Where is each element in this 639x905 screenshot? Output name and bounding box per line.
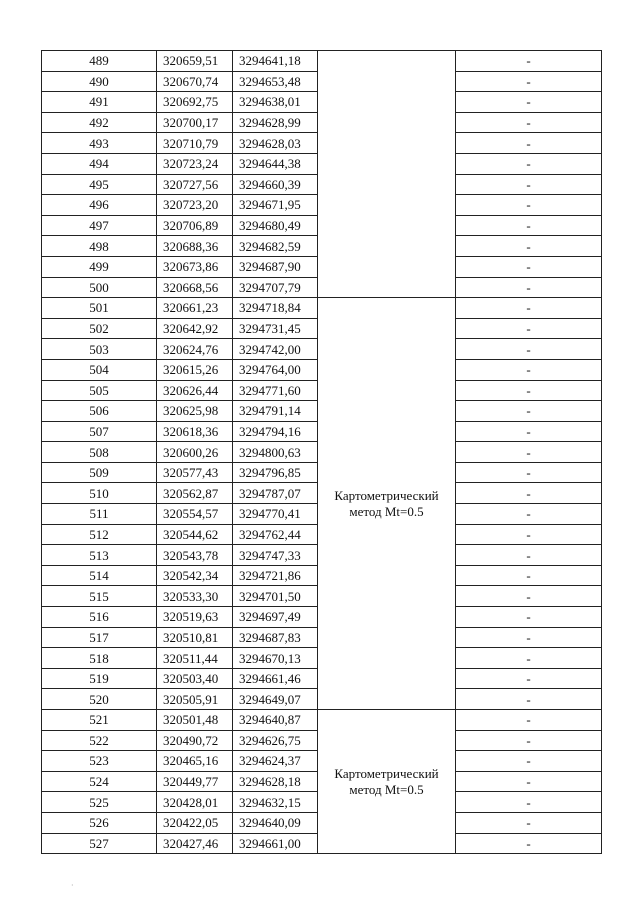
precision-cell: -: [456, 339, 602, 360]
y-coordinate-cell: 3294701,50: [233, 586, 318, 607]
point-number-cell: 523: [42, 751, 157, 772]
point-number-cell: 509: [42, 462, 157, 483]
precision-cell: -: [456, 195, 602, 216]
precision-cell: -: [456, 751, 602, 772]
point-number-cell: 518: [42, 648, 157, 669]
x-coordinate-cell: 320501,48: [157, 710, 233, 731]
precision-cell: -: [456, 607, 602, 628]
y-coordinate-cell: 3294718,84: [233, 298, 318, 319]
x-coordinate-cell: 320723,20: [157, 195, 233, 216]
x-coordinate-cell: 320505,91: [157, 689, 233, 710]
point-number-cell: 498: [42, 236, 157, 257]
x-coordinate-cell: 320544,62: [157, 524, 233, 545]
x-coordinate-cell: 320615,26: [157, 359, 233, 380]
x-coordinate-cell: 320519,63: [157, 607, 233, 628]
y-coordinate-cell: 3294791,14: [233, 401, 318, 422]
y-coordinate-cell: 3294687,83: [233, 627, 318, 648]
x-coordinate-cell: 320626,44: [157, 380, 233, 401]
point-number-cell: 522: [42, 730, 157, 751]
y-coordinate-cell: 3294632,15: [233, 792, 318, 813]
y-coordinate-cell: 3294661,00: [233, 833, 318, 854]
x-coordinate-cell: 320490,72: [157, 730, 233, 751]
precision-cell: -: [456, 380, 602, 401]
y-coordinate-cell: 3294762,44: [233, 524, 318, 545]
x-coordinate-cell: 320427,46: [157, 833, 233, 854]
precision-cell: -: [456, 812, 602, 833]
y-coordinate-cell: 3294653,48: [233, 71, 318, 92]
point-number-cell: 500: [42, 277, 157, 298]
x-coordinate-cell: 320723,24: [157, 153, 233, 174]
precision-cell: -: [456, 174, 602, 195]
point-number-cell: 525: [42, 792, 157, 813]
point-number-cell: 502: [42, 318, 157, 339]
y-coordinate-cell: 3294649,07: [233, 689, 318, 710]
y-coordinate-cell: 3294628,99: [233, 112, 318, 133]
precision-cell: -: [456, 483, 602, 504]
y-coordinate-cell: 3294670,13: [233, 648, 318, 669]
point-number-cell: 512: [42, 524, 157, 545]
x-coordinate-cell: 320642,92: [157, 318, 233, 339]
y-coordinate-cell: 3294628,18: [233, 771, 318, 792]
table-row: [42, 298, 602, 319]
precision-cell: -: [456, 215, 602, 236]
precision-cell: -: [456, 504, 602, 525]
x-coordinate-cell: 320700,17: [157, 112, 233, 133]
x-coordinate-cell: 320422,05: [157, 812, 233, 833]
precision-cell: -: [456, 648, 602, 669]
y-coordinate-cell: 3294687,90: [233, 256, 318, 277]
precision-cell: -: [456, 133, 602, 154]
y-coordinate-cell: 3294638,01: [233, 92, 318, 113]
y-coordinate-cell: 3294671,95: [233, 195, 318, 216]
point-number-cell: 496: [42, 195, 157, 216]
y-coordinate-cell: 3294742,00: [233, 339, 318, 360]
point-number-cell: 511: [42, 504, 157, 525]
method-cell: Картометрический метод Mt=0.5: [318, 298, 456, 710]
y-coordinate-cell: 3294641,18: [233, 51, 318, 72]
point-number-cell: 517: [42, 627, 157, 648]
x-coordinate-cell: 320577,43: [157, 462, 233, 483]
x-coordinate-cell: 320727,56: [157, 174, 233, 195]
y-coordinate-cell: 3294626,75: [233, 730, 318, 751]
y-coordinate-cell: 3294771,60: [233, 380, 318, 401]
table-row: [42, 51, 602, 72]
point-number-cell: 513: [42, 545, 157, 566]
precision-cell: -: [456, 462, 602, 483]
x-coordinate-cell: 320510,81: [157, 627, 233, 648]
x-coordinate-cell: 320618,36: [157, 421, 233, 442]
y-coordinate-cell: 3294661,46: [233, 668, 318, 689]
x-coordinate-cell: 320688,36: [157, 236, 233, 257]
y-coordinate-cell: 3294624,37: [233, 751, 318, 772]
point-number-cell: 495: [42, 174, 157, 195]
x-coordinate-cell: 320511,44: [157, 648, 233, 669]
point-number-cell: 491: [42, 92, 157, 113]
precision-cell: -: [456, 298, 602, 319]
x-coordinate-cell: 320428,01: [157, 792, 233, 813]
x-coordinate-cell: 320659,51: [157, 51, 233, 72]
x-coordinate-cell: 320542,34: [157, 565, 233, 586]
precision-cell: -: [456, 792, 602, 813]
y-coordinate-cell: 3294640,09: [233, 812, 318, 833]
x-coordinate-cell: 320533,30: [157, 586, 233, 607]
point-number-cell: 519: [42, 668, 157, 689]
y-coordinate-cell: 3294660,39: [233, 174, 318, 195]
y-coordinate-cell: 3294764,00: [233, 359, 318, 380]
precision-cell: -: [456, 771, 602, 792]
precision-cell: -: [456, 51, 602, 72]
x-coordinate-cell: 320670,74: [157, 71, 233, 92]
point-number-cell: 492: [42, 112, 157, 133]
point-number-cell: 521: [42, 710, 157, 731]
y-coordinate-cell: 3294628,03: [233, 133, 318, 154]
y-coordinate-cell: 3294682,59: [233, 236, 318, 257]
x-coordinate-cell: 320543,78: [157, 545, 233, 566]
point-number-cell: 503: [42, 339, 157, 360]
precision-cell: -: [456, 236, 602, 257]
point-number-cell: 507: [42, 421, 157, 442]
x-coordinate-cell: 320706,89: [157, 215, 233, 236]
point-number-cell: 520: [42, 689, 157, 710]
point-number-cell: 504: [42, 359, 157, 380]
point-number-cell: 505: [42, 380, 157, 401]
x-coordinate-cell: 320554,57: [157, 504, 233, 525]
x-coordinate-cell: 320668,56: [157, 277, 233, 298]
y-coordinate-cell: 3294644,38: [233, 153, 318, 174]
point-number-cell: 489: [42, 51, 157, 72]
precision-cell: -: [456, 401, 602, 422]
precision-cell: -: [456, 442, 602, 463]
point-number-cell: 494: [42, 153, 157, 174]
y-coordinate-cell: 3294721,86: [233, 565, 318, 586]
x-coordinate-cell: 320624,76: [157, 339, 233, 360]
y-coordinate-cell: 3294697,49: [233, 607, 318, 628]
method-cell: [318, 51, 456, 298]
y-coordinate-cell: 3294770,41: [233, 504, 318, 525]
x-coordinate-cell: 320692,75: [157, 92, 233, 113]
precision-cell: -: [456, 627, 602, 648]
y-coordinate-cell: 3294787,07: [233, 483, 318, 504]
coordinates-table-body: [42, 51, 602, 854]
precision-cell: -: [456, 833, 602, 854]
precision-cell: -: [456, 92, 602, 113]
precision-cell: -: [456, 421, 602, 442]
precision-cell: -: [456, 565, 602, 586]
table-row: [42, 710, 602, 731]
precision-cell: -: [456, 710, 602, 731]
precision-cell: -: [456, 730, 602, 751]
x-coordinate-cell: 320465,16: [157, 751, 233, 772]
x-coordinate-cell: 320673,86: [157, 256, 233, 277]
method-cell: Картометрический метод Mt=0.5: [318, 710, 456, 854]
point-number-cell: 510: [42, 483, 157, 504]
point-number-cell: 514: [42, 565, 157, 586]
y-coordinate-cell: 3294747,33: [233, 545, 318, 566]
x-coordinate-cell: 320449,77: [157, 771, 233, 792]
y-coordinate-cell: 3294731,45: [233, 318, 318, 339]
y-coordinate-cell: 3294707,79: [233, 277, 318, 298]
precision-cell: -: [456, 359, 602, 380]
y-coordinate-cell: 3294680,49: [233, 215, 318, 236]
x-coordinate-cell: 320562,87: [157, 483, 233, 504]
scan-speck: ·: [71, 881, 74, 890]
y-coordinate-cell: 3294640,87: [233, 710, 318, 731]
point-number-cell: 506: [42, 401, 157, 422]
x-coordinate-cell: 320503,40: [157, 668, 233, 689]
precision-cell: -: [456, 668, 602, 689]
y-coordinate-cell: 3294800,63: [233, 442, 318, 463]
x-coordinate-cell: 320625,98: [157, 401, 233, 422]
y-coordinate-cell: 3294796,85: [233, 462, 318, 483]
point-number-cell: 501: [42, 298, 157, 319]
precision-cell: -: [456, 277, 602, 298]
point-number-cell: 490: [42, 71, 157, 92]
x-coordinate-cell: 320710,79: [157, 133, 233, 154]
point-number-cell: 493: [42, 133, 157, 154]
x-coordinate-cell: 320661,23: [157, 298, 233, 319]
precision-cell: -: [456, 112, 602, 133]
point-number-cell: 499: [42, 256, 157, 277]
point-number-cell: 508: [42, 442, 157, 463]
precision-cell: -: [456, 689, 602, 710]
precision-cell: -: [456, 545, 602, 566]
point-number-cell: 497: [42, 215, 157, 236]
precision-cell: -: [456, 318, 602, 339]
precision-cell: -: [456, 256, 602, 277]
point-number-cell: 524: [42, 771, 157, 792]
precision-cell: -: [456, 524, 602, 545]
point-number-cell: 516: [42, 607, 157, 628]
point-number-cell: 515: [42, 586, 157, 607]
precision-cell: -: [456, 71, 602, 92]
coordinates-table: [41, 50, 602, 854]
y-coordinate-cell: 3294794,16: [233, 421, 318, 442]
x-coordinate-cell: 320600,26: [157, 442, 233, 463]
precision-cell: -: [456, 153, 602, 174]
point-number-cell: 527: [42, 833, 157, 854]
point-number-cell: 526: [42, 812, 157, 833]
precision-cell: -: [456, 586, 602, 607]
